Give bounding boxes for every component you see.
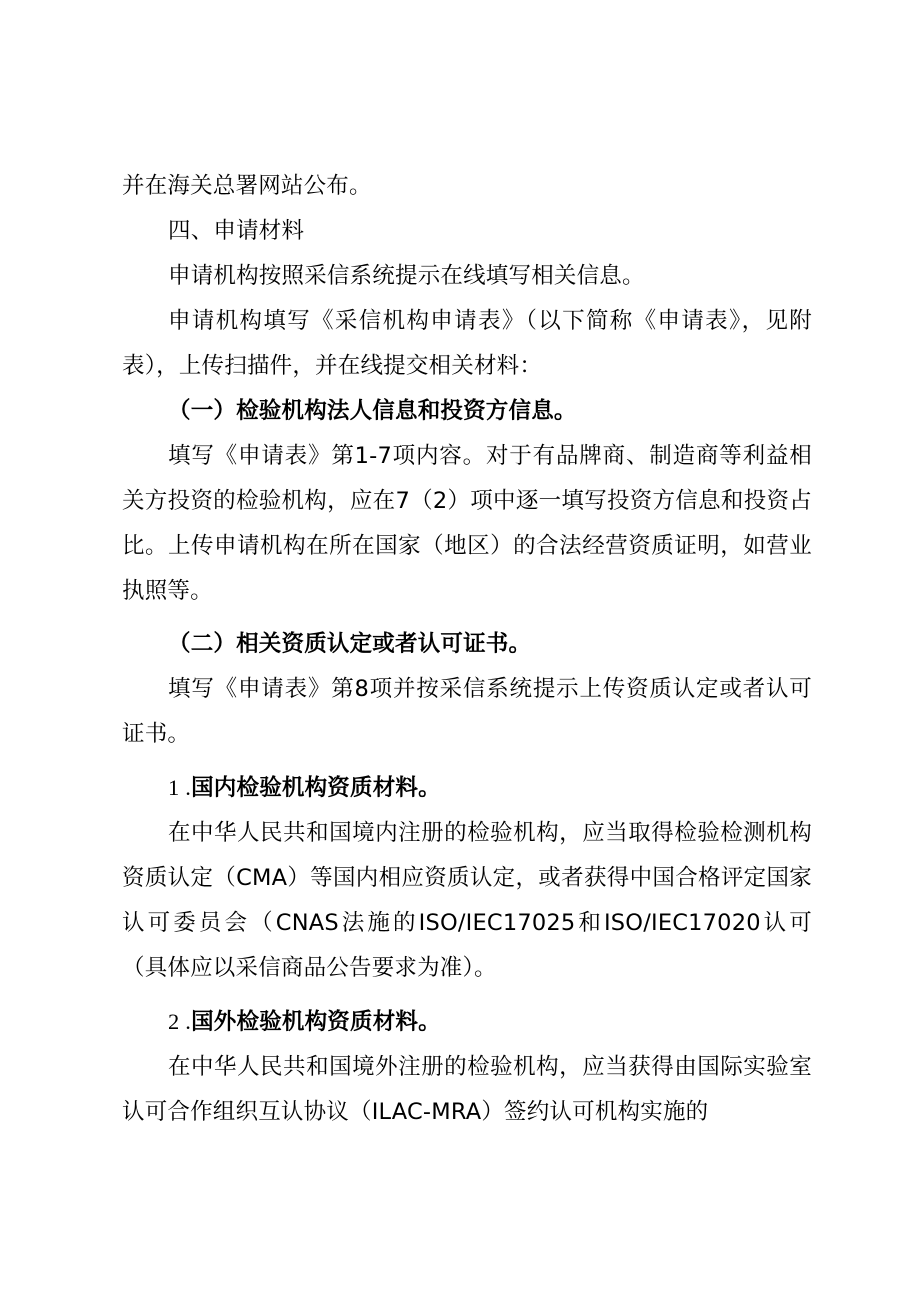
paragraph-online-fill: 申请机构按照采信系统提示在线填写相关信息。	[168, 263, 645, 289]
paragraph-foreign-requirements: 在中华人民共和国境外注册的检验机构，应当获得由国际实验室认可合作组织互认协议（ILAC-MRA）签约认可机构实施的	[122, 1054, 812, 1125]
subheading-certificates: （二）相关资质认定或者认可证书。	[168, 631, 532, 657]
item-number-2: 2 .	[168, 1009, 192, 1034]
paragraph-domestic-requirements: 在中华人民共和国境内注册的检验机构，应当取得检验检测机构资质认定（CMA）等国内相应资质认定，或者获得中国合格评定国家认可委员会（CNAS法施的ISO/IEC17025和ISO/IEC17020认可（具体应以采信商品公告要求为准）。	[122, 820, 812, 981]
domestic-materials-title: 国内检验机构资质材料。	[191, 775, 441, 801]
numbered-heading-foreign	[122, 999, 812, 1045]
foreign-materials-title: 国外检验机构资质材料。	[191, 1009, 441, 1035]
paragraph-items-1-7: 填写《申请表》第1-7项内容。对于有品牌商、制造商等利益相关方投资的检验机构，应在7（2）项中逐一填写投资方信息和投资占比。上传申请机构在所在国家（地区）的合法经营资质证明，如营业执照等。	[122, 443, 812, 604]
document-body	[122, 164, 812, 1135]
paragraph-item-8: 填写《申请表》第8项并按采信系统提示上传资质认定或者认可证书。	[122, 676, 812, 747]
subheading-legal-person-info: （一）检验机构法人信息和投资方信息。	[168, 398, 577, 424]
section-heading-application-materials: 四、申请材料	[168, 218, 305, 244]
paragraph-application-form: 申请机构填写《采信机构申请表》（以下简称《申请表》，见附表），上传扫描件，并在线提交相关材料：	[122, 308, 812, 379]
paragraph-continuation: 并在海关总署网站公布。	[122, 173, 372, 199]
numbered-heading-domestic	[122, 765, 812, 811]
item-number-1: 1 .	[168, 775, 192, 800]
